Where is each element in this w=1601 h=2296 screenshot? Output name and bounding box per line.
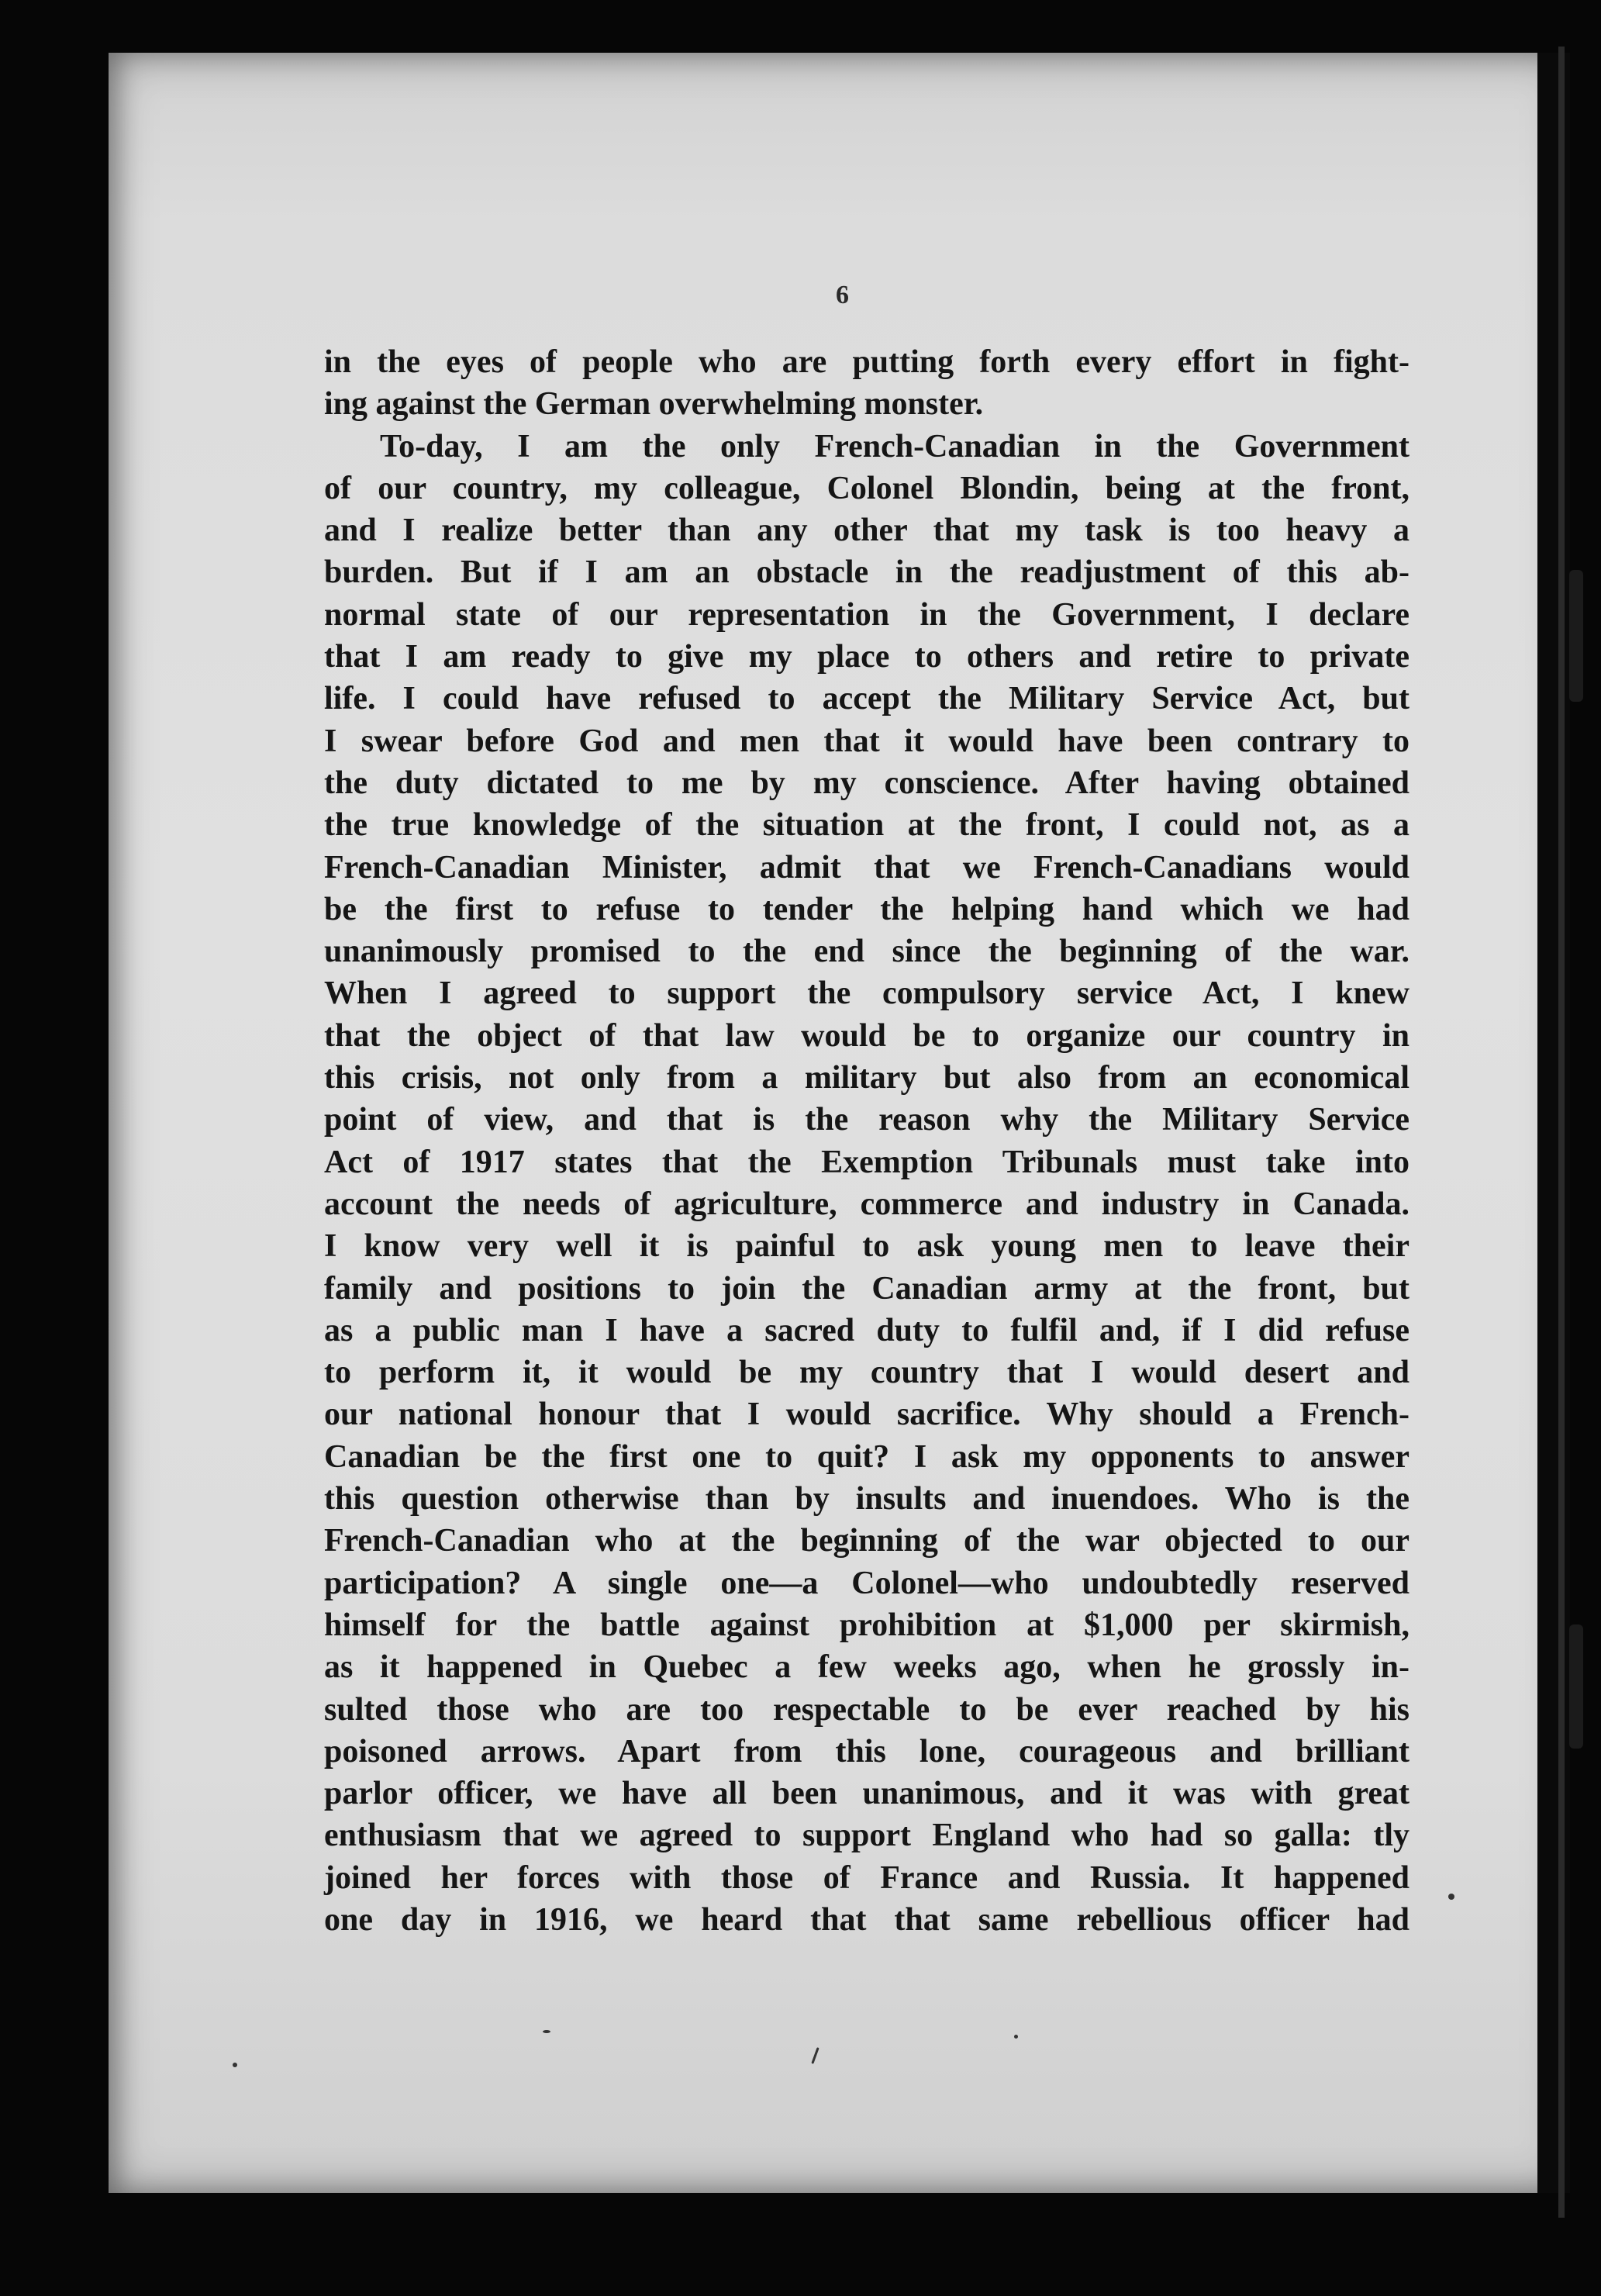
text-line: Canadian be the first one to quit? I ask my opponents to answer xyxy=(324,1438,1410,1475)
text-line: as it happened in Quebec a few weeks ago, when he grossly in- xyxy=(324,1649,1410,1686)
text-line: the true knowledge of the situation at the front, I could not, as a xyxy=(324,807,1410,844)
text-line: enthusiasm that we agreed to support England who had so galla: tly xyxy=(324,1818,1410,1854)
text-line: in the eyes of people who are putting forth every effort in fight- xyxy=(324,344,1410,380)
text-line: account the needs of agriculture, commerce and industry in Canada. xyxy=(324,1186,1410,1222)
text-line: French-Canadian Minister, admit that we French-Canadians would xyxy=(324,849,1410,886)
text-line: French-Canadian who at the beginning of the war objected to our xyxy=(324,1523,1410,1559)
text-line: unanimously promised to the end since the beginning of the war. xyxy=(324,934,1410,970)
text-line: family and positions to join the Canadian army at the front, but xyxy=(324,1270,1410,1307)
text-line: of our country, my colleague, Colonel Blondin, being at the front, xyxy=(324,470,1410,506)
text-line: life. I could have refused to accept the Military Service Act, but xyxy=(324,681,1410,717)
text-line: be the first to refuse to tender the helping hand which we had xyxy=(324,891,1410,927)
text-line: one day in 1916, we heard that that same rebellious officer had xyxy=(324,1901,1410,1938)
text-line: Act of 1917 states that the Exemption Tribunals must take into xyxy=(324,1144,1410,1180)
text-line: this crisis, not only from a military but also from an economical xyxy=(324,1060,1410,1096)
scan-speck xyxy=(233,2063,237,2067)
text-line: and I realize better than any other that my task is too heavy a xyxy=(324,513,1410,549)
text-line: normal state of our representation in the Government, I declare xyxy=(324,596,1410,633)
binding-mark-upper xyxy=(1569,570,1583,702)
text-line: the duty dictated to me by my conscience. After having obtained xyxy=(324,765,1410,801)
scan-speck xyxy=(1448,1894,1454,1900)
right-page-edge xyxy=(1537,53,1570,2193)
text-line: sulted those who are too respectable to be ever reached by his xyxy=(324,1691,1410,1728)
text-line: that I am ready to give my place to others and retire to private xyxy=(324,639,1410,675)
text-line: this question otherwise than by insults and inuendoes. Who is the xyxy=(324,1481,1410,1517)
document-body xyxy=(324,341,1410,1941)
text-line: point of view, and that is the reason why the Military Service xyxy=(324,1102,1410,1138)
text-line: When I agreed to support the compulsory service Act, I knew xyxy=(324,975,1410,1012)
scan-speck xyxy=(1014,2035,1018,2039)
scan-speck xyxy=(543,2030,550,2033)
text-line: burden. But if I am an obstacle in the readjustment of this ab- xyxy=(324,554,1410,591)
text-line: as a public man I have a sacred duty to fulfil and, if I did refuse xyxy=(324,1312,1410,1348)
text-line: parlor officer, we have all been unanimous, and it was with great xyxy=(324,1776,1410,1812)
binding-gap xyxy=(1558,47,1565,2218)
text-line: our national honour that I would sacrifice. Why should a French- xyxy=(324,1397,1410,1433)
text-line: participation? A single one—a Colonel—who undoubtedly reserved xyxy=(324,1565,1410,1601)
text-line: I know very well it is painful to ask young men to leave their xyxy=(324,1228,1410,1265)
text-line: To-day, I am the only French-Canadian in the Government xyxy=(380,428,1410,464)
binding-mark-lower xyxy=(1569,1624,1583,1749)
text-line: poisoned arrows. Apart from this lone, courageous and brilliant xyxy=(324,1733,1410,1769)
text-line: himself for the battle against prohibition at $1,000 per skirmish, xyxy=(324,1607,1410,1643)
text-line: ing against the German overwhelming monster. xyxy=(324,386,984,423)
text-line: I swear before God and men that it would have been contrary to xyxy=(324,723,1410,759)
text-line: joined her forces with those of France and Russia. It happened xyxy=(324,1859,1410,1896)
text-line: to perform it, it would be my country that I would desert and xyxy=(324,1355,1410,1391)
page-number: 6 xyxy=(836,281,849,309)
text-line: that the object of that law would be to organize our country in xyxy=(324,1017,1410,1054)
